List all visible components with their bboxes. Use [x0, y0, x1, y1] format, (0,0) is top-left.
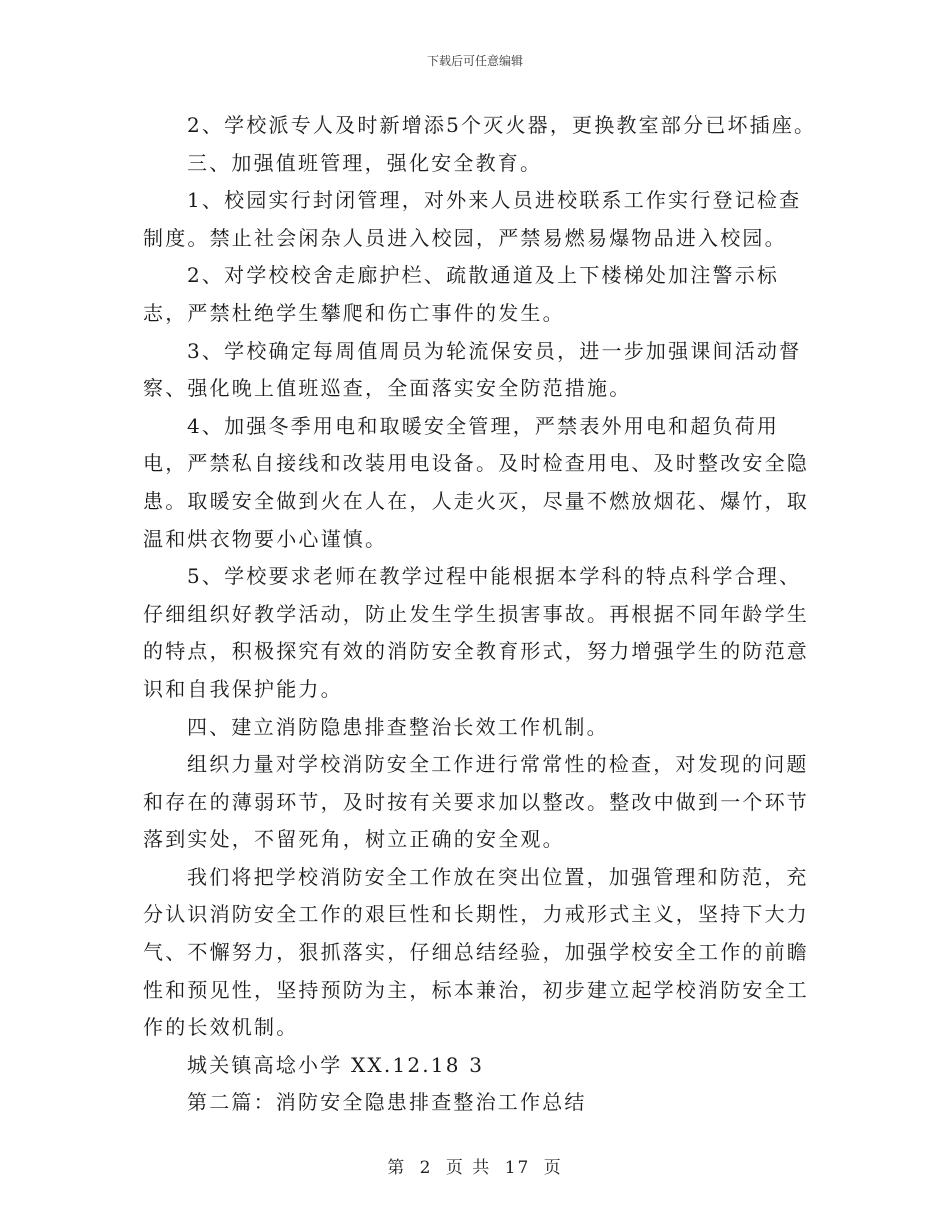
next-article-title: 第二篇：消防安全隐患排查整治工作总结	[187, 1090, 587, 1115]
paragraph: 2、对学校校舍走廊护栏、疏散通道及上下楼梯处加注警示标志，严禁杜绝学生攀爬和伤亡事件的发生。	[143, 263, 780, 325]
header-note: 下载后可任意编辑	[426, 54, 523, 68]
footer-middle: 页 共	[445, 1158, 492, 1178]
paragraph: 我们将把学校消防安全工作放在突出位置，加强管理和防范，充分认识消防安全工作的艰巨性和长期性，力戒形式主义，坚持下大力气、不懈努力，狠抓落实，仔细总结经验，加强学校安全工作的前瞻性和预见性，坚持预防为主，标本兼治，初步建立起学校消防安全工作的长效机制。	[143, 864, 809, 1040]
paragraph: 2、学校派专人及时新增添5个灭火器，更换教室部分已坏插座。	[187, 113, 817, 137]
section-heading: 三、加强值班管理，强化安全教育。	[187, 150, 543, 175]
page-footer	[0, 1153, 950, 1178]
footer-suffix: 页	[543, 1158, 563, 1178]
paragraph: 5、学校要求老师在教学过程中能根据本学科的特点科学合理、仔细组织好教学活动，防止发生学生损害事故。再根据不同年龄学生的特点，积极探究有效的消防安全教育形式，努力增强学生的防范意识和自我保护能力。	[143, 564, 809, 701]
footer-prefix: 第	[387, 1158, 407, 1178]
paragraph: 组织力量对学校消防安全工作进行常常性的检查，对发现的问题和存在的薄弱环节，及时按有关要求加以整改。整改中做到一个环节落到实处，不留死角，树立正确的安全观。	[143, 752, 809, 852]
paragraph: 1、校园实行封闭管理，对外来人员进校联系工作实行登记检查制度。禁止社会闲杂人员进入校园，严禁易燃易爆物品进入校园。	[143, 188, 802, 250]
signature-line: 城关镇高埝小学 XX.12.18 3	[187, 1052, 485, 1077]
paragraph: 4、加强冬季用电和取暖安全管理，严禁表外用电和超负荷用电，严禁私自接线和改装用电设备。及时检查用电、及时整改安全隐患。取暖安全做到火在人在，人走火灭，尽量不燃放烟花、爆竹，取温和烘衣物要小心谨慎。	[143, 413, 809, 551]
paragraph: 3、学校确定每周值周员为轮流保安员，进一步加强课间活动督察、强化晚上值班巡查，全面落实安全防范措施。	[143, 338, 802, 401]
document-body	[143, 107, 823, 1122]
footer-total-pages: 17	[504, 1158, 531, 1178]
section-heading: 四、建立消防隐患排查整治长效工作机制。	[187, 714, 609, 739]
footer-page-number: 2	[419, 1158, 433, 1178]
